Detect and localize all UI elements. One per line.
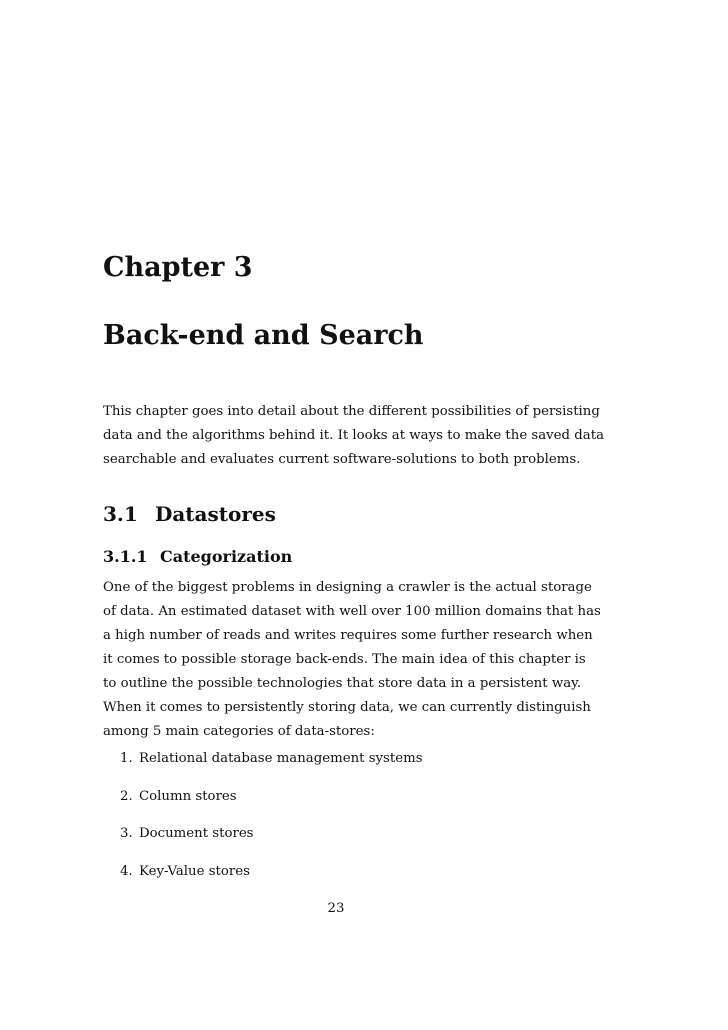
- chapter-intro-paragraph: [103, 400, 605, 472]
- list-item: [120, 785, 423, 823]
- list-item: [120, 860, 423, 898]
- list-marker: 4.: [120, 863, 133, 879]
- section-number: 3.1: [103, 502, 138, 526]
- intro-line: searchable and evaluates current software-solutions to both problems.: [103, 452, 581, 467]
- list-marker: 2.: [120, 788, 133, 804]
- body-line: to outline the possible technologies that store data in a persistent way.: [103, 676, 582, 691]
- list-item-text: Key-Value stores: [139, 863, 250, 879]
- list-item: [120, 822, 423, 860]
- list-item-text: Relational database management systems: [139, 751, 423, 766]
- body-line: among 5 main categories of data-stores:: [103, 724, 375, 739]
- subsection-title: Categorization: [160, 547, 293, 566]
- subsection-number: 3.1.1: [103, 547, 148, 566]
- section-title: Datastores: [155, 502, 276, 526]
- intro-line: This chapter goes into detail about the different possibilities of persisting: [103, 404, 600, 419]
- body-paragraph: [103, 576, 601, 744]
- list-marker: 3.: [120, 826, 133, 841]
- list-item: [120, 747, 423, 785]
- body-line: One of the biggest problems in designing a crawler is the actual storage: [103, 580, 592, 595]
- body-line: a high number of reads and writes requires some further research when: [103, 628, 593, 643]
- subsection-heading: [103, 545, 292, 569]
- body-line: it comes to possible storage back-ends. The main idea of this chapter is: [103, 652, 586, 667]
- list-item-text: Document stores: [139, 826, 254, 841]
- body-line: of data. An estimated dataset with well over 100 million domains that has: [103, 604, 601, 619]
- list-marker: 1.: [120, 751, 133, 766]
- chapter-label: Chapter 3: [103, 252, 253, 283]
- chapter-title: Back-end and Search: [103, 320, 424, 351]
- intro-line: data and the algorithms behind it. It looks at ways to make the saved data: [103, 428, 605, 443]
- category-list: [120, 747, 423, 897]
- section-heading: [103, 500, 276, 528]
- body-line: When it comes to persistently storing data, we can currently distinguish: [103, 700, 591, 715]
- page-number: 23: [327, 901, 345, 916]
- list-item-text: Column stores: [139, 788, 237, 804]
